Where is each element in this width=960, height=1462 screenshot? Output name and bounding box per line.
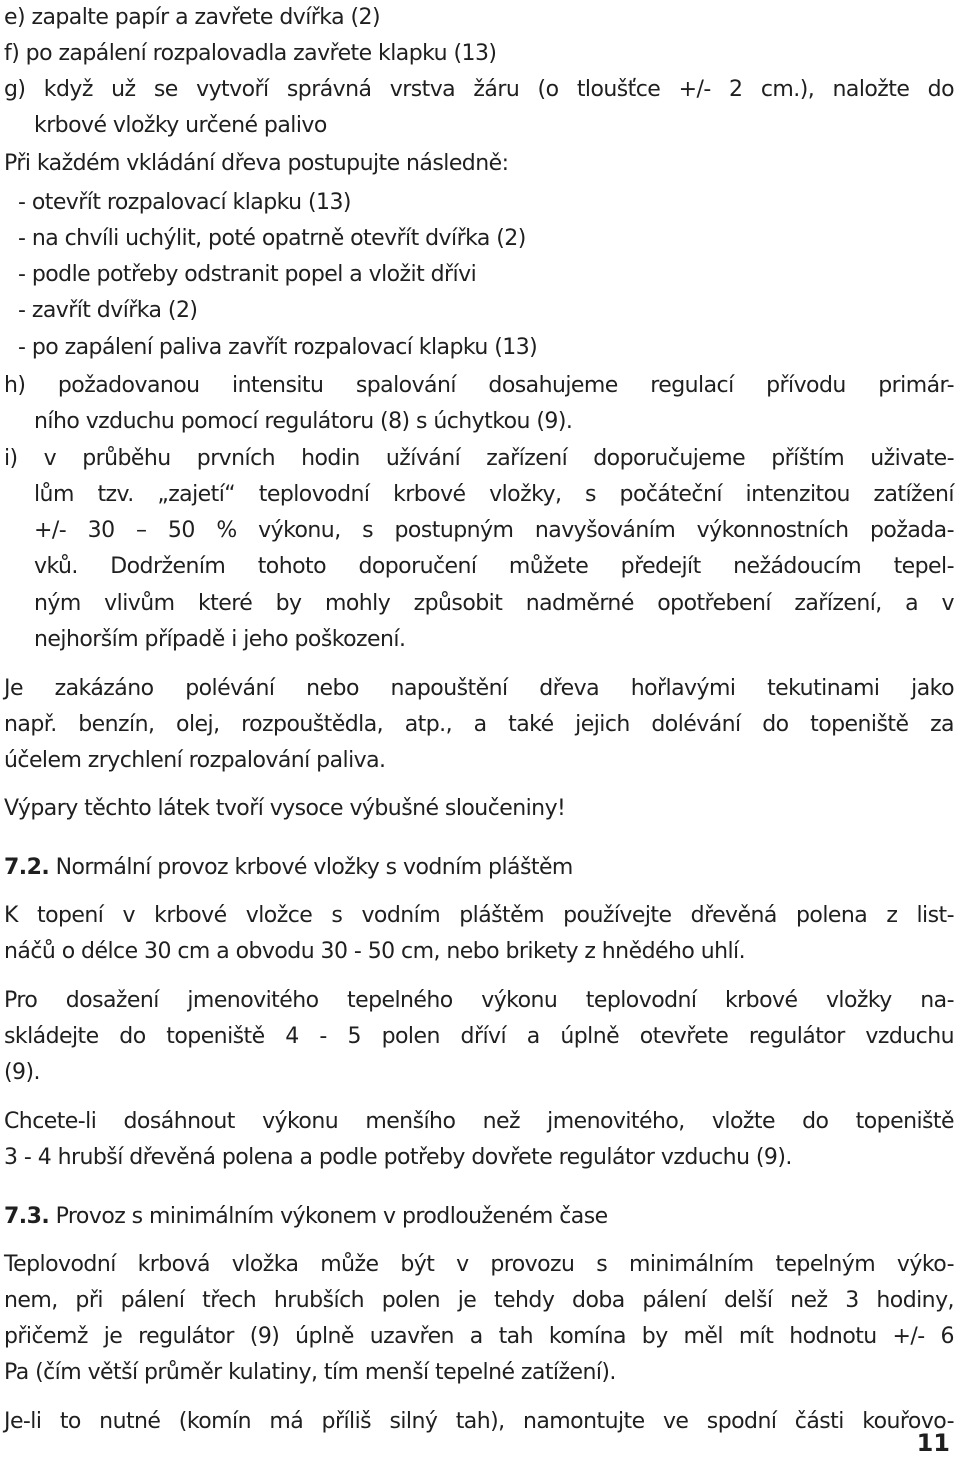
procedure-step: - zavřít dvířka (2) [18,298,198,323]
warning-paragraph: např. benzín, olej, rozpouštědla, atp., a také jejich dolévání do topeniště za [4,712,954,737]
paragraph: 3 - 4 hrubší dřevěná polena a podle potřeby dovřete regulátor vzduchu (9). [4,1145,792,1170]
list-item-i-cont: lům tzv. „zajetí“ teplovodní krbové vložky, s počáteční intenzitou zatížení [34,482,954,507]
list-item-f: f) po zapálení rozpalovadla zavřete klapku (13) [4,41,497,66]
paragraph: náčů o délce 30 cm a obvodu 30 - 50 cm, nebo brikety z hnědého uhlí. [4,939,746,964]
paragraph: Pa (čím větší průměr kulatiny, tím menší tepelné zatížení). [4,1360,616,1385]
section-title: Normální provoz krbové vložky s vodním pláštěm [55,855,573,880]
warning-paragraph: účelem zrychlení rozpalování paliva. [4,748,386,773]
section-heading-7-3 [4,1199,608,1235]
warning-explosive: Výpary těchto látek tvoří vysoce výbušné sloučeniny! [4,796,566,821]
list-item-g: g) když už se vytvoří správná vrstva žáru (o tloušťce +/- 2 cm.), naložte do [4,77,954,102]
page-number: 11 [916,1429,950,1457]
paragraph: Je-li to nutné (komín má příliš silný tah), namontujte ve spodní části kouřovo- [4,1409,954,1434]
list-item-h: h) požadovanou intensitu spalování dosahujeme regulací přívodu primár- [4,373,954,398]
paragraph: K topení v krbové vložce s vodním pláštěm používejte dřevěná polena z list- [4,903,954,928]
procedure-step: - otevřít rozpalovací klapku (13) [18,190,351,215]
paragraph: přičemž je regulátor (9) úplně uzavřen a tah komína by měl mít hodnotu +/- 6 [4,1324,954,1349]
procedure-step: - na chvíli uchýlit, poté opatrně otevřít dvířka (2) [18,226,526,251]
section-number: 7.2. [4,855,50,880]
list-item-i-cont: vků. Dodržením tohoto doporučení můžete předejít nežádoucím tepel- [34,554,954,579]
paragraph: Chcete-li dosáhnout výkonu menšího než jmenovitého, vložte do topeniště [4,1109,954,1134]
section-title: Provoz s minimálním výkonem v prodlouženém čase [55,1204,608,1229]
section-number: 7.3. [4,1204,50,1229]
paragraph: nem, při pálení třech hrubších polen je tehdy doba pálení delší než 3 hodiny, [4,1288,954,1313]
list-item-i: i) v průběhu prvních hodin užívání zařízení doporučujeme příštím uživate- [4,446,954,471]
procedure-step: - po zapálení paliva zavřít rozpalovací klapku (13) [18,335,538,360]
paragraph: Pro dosažení jmenovitého tepelného výkonu teplovodní krbové vložky na- [4,988,954,1013]
paragraph: Teplovodní krbová vložka může být v provozu s minimálním tepelným výko- [4,1252,954,1277]
list-item-h-cont: ního vzduchu pomocí regulátoru (8) s úchytkou (9). [34,409,573,434]
warning-paragraph: Je zakázáno polévání nebo napouštění dřeva hořlavými tekutinami jako [4,676,954,701]
list-item-e: e) zapalte papír a zavřete dvířka (2) [4,5,380,30]
list-item-g-cont: krbové vložky určené palivo [34,113,327,138]
list-item-i-cont: nejhorším případě i jeho poškození. [34,627,406,652]
paragraph: (9). [4,1060,40,1085]
list-item-i-cont: +/- 30 – 50 % výkonu, s postupným navyšováním výkonnostních požada- [34,518,954,543]
list-item-i-cont: ným vlivům které by mohly způsobit nadměrné opotřebení zařízení, a v [34,591,954,616]
procedure-intro: Při každém vkládání dřeva postupujte následně: [4,151,509,176]
procedure-step: - podle potřeby odstranit popel a vložit dřívi [18,262,477,287]
paragraph: skládejte do topeniště 4 - 5 polen dříví a úplně otevřete regulátor vzduchu [4,1024,954,1049]
section-heading-7-2 [4,850,573,886]
